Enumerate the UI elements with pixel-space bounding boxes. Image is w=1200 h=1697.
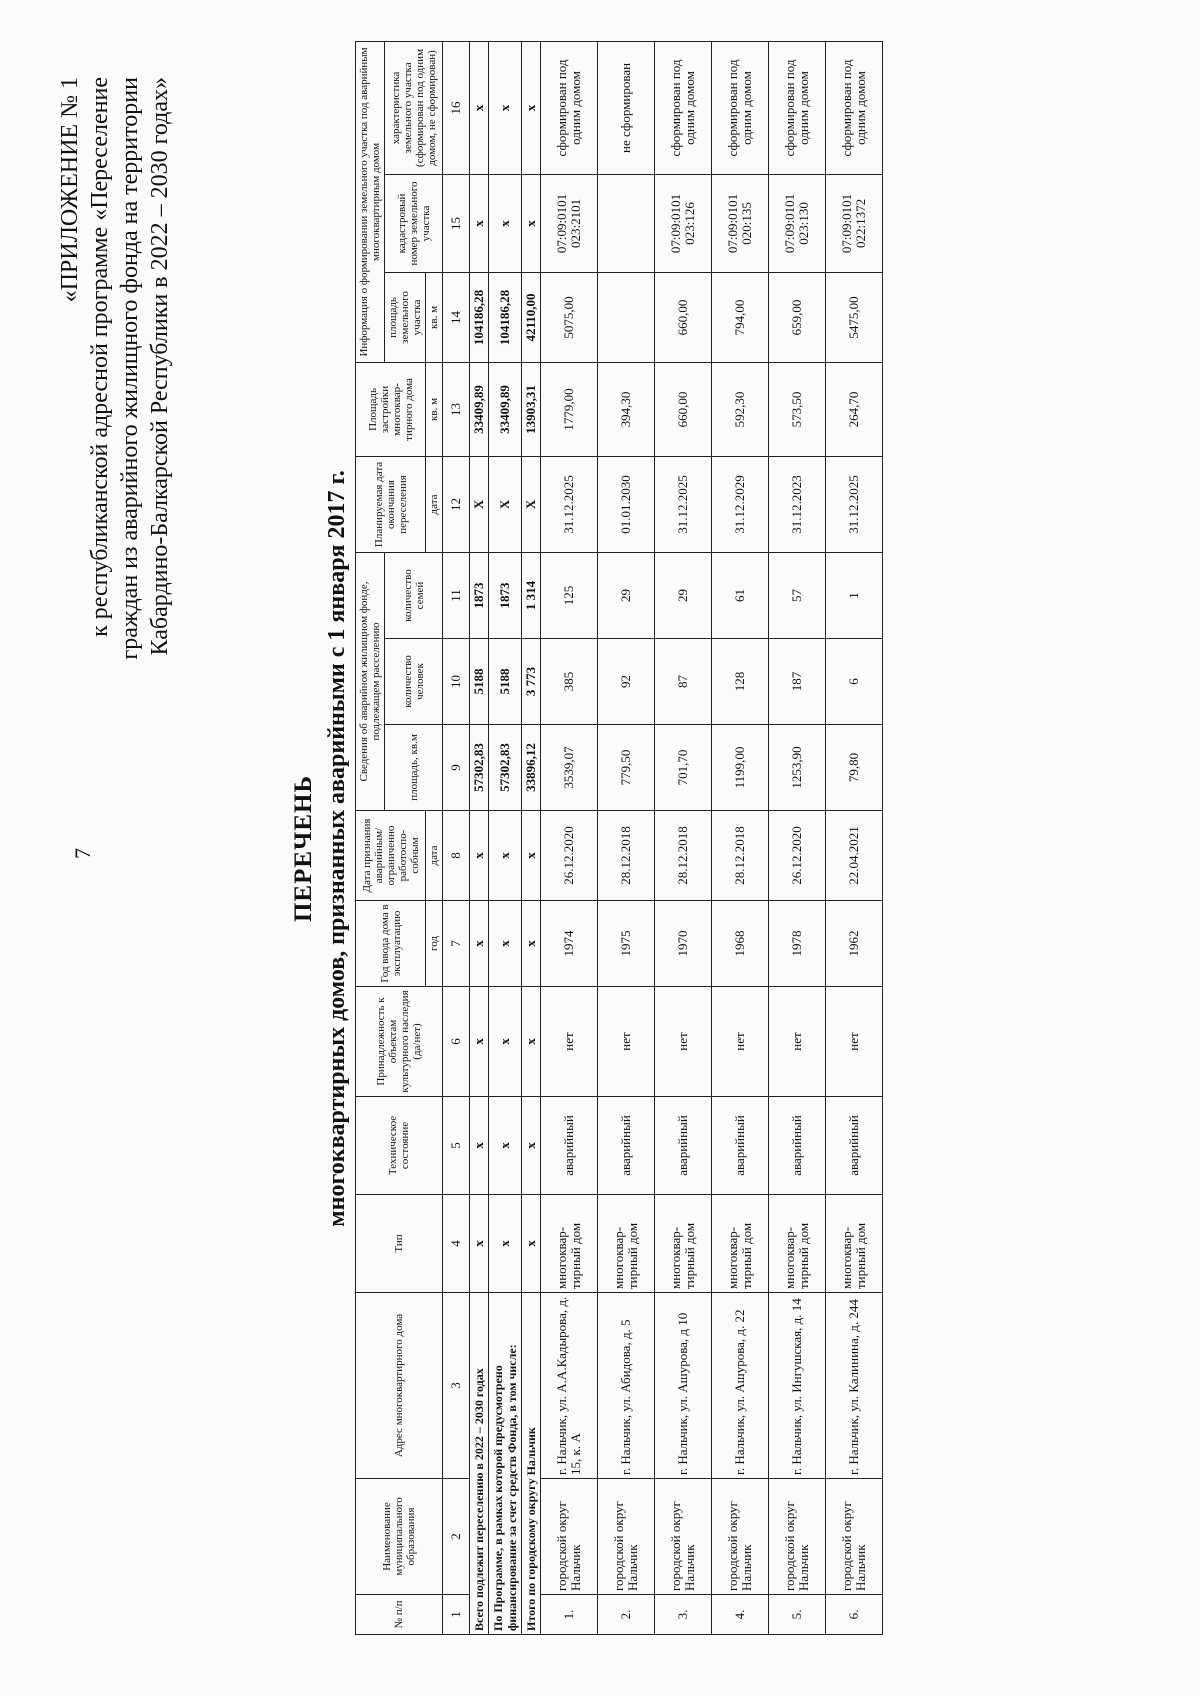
cell-families: 57	[769, 552, 826, 638]
cell-land-area: 660,00	[655, 272, 712, 362]
cell-year: 1970	[655, 901, 712, 987]
cell-recognized: 26.12.2020	[541, 811, 598, 901]
cell-built-area: 394,30	[598, 362, 655, 456]
cell-heritage: нет	[826, 987, 883, 1097]
header-planned: Планируемая дата окончания переселения	[356, 456, 426, 552]
cell-planned: 31.12.2025	[655, 456, 712, 552]
cell-families: 29	[598, 552, 655, 638]
cell-condition: аварийный	[826, 1097, 883, 1195]
cell-address: г. Нальчик, ул. А.А.Кадырова, д. 15, к. А	[541, 1293, 598, 1479]
summary-cell: х	[522, 1097, 541, 1195]
cell-area: 3539,07	[541, 725, 598, 811]
cell-condition: аварийный	[655, 1097, 712, 1195]
cell-heritage: нет	[712, 987, 769, 1097]
cell-built-area: 264,70	[826, 362, 883, 456]
cell-land-char: не сформирован	[598, 41, 655, 174]
cell-num: 5.	[769, 1595, 826, 1635]
document-title	[290, 0, 351, 1697]
cell-area: 1199,00	[712, 725, 769, 811]
cell-type: многоквар-тирный дом	[712, 1195, 769, 1293]
appendix-line-3: граждан из аварийного жилищного фонда на территории	[117, 77, 143, 660]
header-land-char: характеристика земельного участка (сформирован под одним домом, не сформирован)	[385, 41, 443, 174]
header-address: Адрес многоквартирного дома	[356, 1293, 443, 1479]
title-subtitle: многоквартирных домов, признанных аварийными с 1 января 2017 г.	[324, 470, 350, 1227]
appendix-line-1: «ПРИЛОЖЕНИЕ № 1	[57, 77, 83, 303]
cell-municipality: городской округ Нальчик	[598, 1479, 655, 1595]
summary-row	[522, 41, 541, 1634]
header-num: № п/п	[356, 1595, 443, 1635]
cell-address: г. Нальчик, ул. Ингушская, д. 14	[769, 1293, 826, 1479]
cell-year: 1968	[712, 901, 769, 987]
table-row	[598, 41, 655, 1634]
cell-land-area	[598, 272, 655, 362]
summary-cell: 57302,83	[470, 725, 489, 811]
summary-cell: 1 314	[522, 552, 541, 638]
title-main: ПЕРЕЧЕНЬ	[290, 774, 317, 923]
cell-municipality: городской округ Нальчик	[826, 1479, 883, 1595]
column-number: 12	[443, 456, 470, 552]
appendix-line-2: к республиканской адресной программе «Переселение	[87, 77, 113, 637]
column-number: 2	[443, 1479, 470, 1595]
cell-municipality: городской округ Нальчик	[712, 1479, 769, 1595]
summary-cell: х	[522, 174, 541, 272]
appendix-line-4: Кабардино-Балкарской Республики в 2022 – 2030 годах»	[147, 77, 173, 656]
summary-cell: Х	[489, 456, 522, 552]
summary-cell: х	[489, 987, 522, 1097]
column-number: 8	[443, 811, 470, 901]
table-row	[712, 41, 769, 1634]
cell-land-char: сформирован под одним домом	[655, 41, 712, 174]
column-number: 14	[443, 272, 470, 362]
summary-cell: х	[470, 41, 489, 174]
cell-address: г. Нальчик, ул. Абидова, д. 5	[598, 1293, 655, 1479]
cell-area: 701,70	[655, 725, 712, 811]
cell-people: 128	[712, 639, 769, 725]
cell-cadastral: 07:09:0101 022:1372	[826, 174, 883, 272]
summary-cell: Х	[470, 456, 489, 552]
header-municipality: Наименование муниципального образования	[356, 1479, 443, 1595]
cell-cadastral: 07:09:0101 023:130	[769, 174, 826, 272]
summary-cell: 33896,12	[522, 725, 541, 811]
header-land-area-sub: кв. м	[426, 272, 443, 362]
cell-built-area: 573,50	[769, 362, 826, 456]
summary-cell: 33409,89	[489, 362, 522, 456]
cell-built-area: 592,30	[712, 362, 769, 456]
column-number: 7	[443, 901, 470, 987]
cell-heritage: нет	[598, 987, 655, 1097]
header-planned-sub: дата	[426, 456, 443, 552]
cell-planned: 31.12.2023	[769, 456, 826, 552]
cell-recognized: 22.04.2021	[826, 811, 883, 901]
summary-cell: 13903,31	[522, 362, 541, 456]
summary-cell: х	[489, 1097, 522, 1195]
cell-cadastral: 07:09:0101 023:2101	[541, 174, 598, 272]
header-year-sub: год	[426, 901, 443, 987]
cell-recognized: 26.12.2020	[769, 811, 826, 901]
table-row	[769, 41, 826, 1634]
cell-recognized: 28.12.2018	[598, 811, 655, 901]
cell-type: многоквар-тирный дом	[655, 1195, 712, 1293]
summary-cell: х	[489, 41, 522, 174]
column-numbers-row	[443, 41, 470, 1634]
header-condition: Техническое состояние	[356, 1097, 443, 1195]
summary-cell: х	[470, 987, 489, 1097]
cell-recognized: 28.12.2018	[655, 811, 712, 901]
column-number: 13	[443, 362, 470, 456]
header-land: Информация о формировании земельного участка под аварийным многоквартирным домом	[356, 41, 385, 362]
cell-type: многоквар-тирный дом	[541, 1195, 598, 1293]
cell-type: многоквар-тирный дом	[769, 1195, 826, 1293]
cell-land-area: 5475,00	[826, 272, 883, 362]
summary-cell: 3 773	[522, 639, 541, 725]
cell-planned: 31.12.2025	[541, 456, 598, 552]
column-number: 6	[443, 987, 470, 1097]
cell-num: 2.	[598, 1595, 655, 1635]
cell-year: 1975	[598, 901, 655, 987]
column-number: 16	[443, 41, 470, 174]
cell-year: 1962	[826, 901, 883, 987]
cell-municipality: городской округ Нальчик	[655, 1479, 712, 1595]
cell-area: 1253,90	[769, 725, 826, 811]
summary-cell: х	[489, 174, 522, 272]
cell-families: 61	[712, 552, 769, 638]
header-fund-families: количество семей	[385, 552, 443, 638]
cell-recognized: 28.12.2018	[712, 811, 769, 901]
cell-municipality: городской округ Нальчик	[769, 1479, 826, 1595]
cell-condition: аварийный	[769, 1097, 826, 1195]
column-number: 10	[443, 639, 470, 725]
header-fund-people: количество человек	[385, 639, 443, 725]
summary-cell: 57302,83	[489, 725, 522, 811]
header-type: Тип	[356, 1195, 443, 1293]
column-number: 15	[443, 174, 470, 272]
cell-people: 87	[655, 639, 712, 725]
cell-families: 1	[826, 552, 883, 638]
cell-land-area: 5075,00	[541, 272, 598, 362]
summary-cell: х	[489, 1195, 522, 1293]
summary-cell: 104186,28	[470, 272, 489, 362]
summary-cell: 5188	[489, 639, 522, 725]
header-built-area: Площадь застройки многоквар-тирного дома	[356, 362, 426, 456]
summary-cell: х	[522, 901, 541, 987]
data-rows	[541, 41, 883, 1634]
cell-people: 6	[826, 639, 883, 725]
summary-row	[470, 41, 489, 1634]
cell-built-area: 1779,00	[541, 362, 598, 456]
summary-cell: 42110,00	[522, 272, 541, 362]
cell-cadastral: 07:09:0101 023:126	[655, 174, 712, 272]
cell-heritage: нет	[769, 987, 826, 1097]
table-row	[826, 41, 883, 1634]
cell-land-char: сформирован под одним домом	[712, 41, 769, 174]
summary-cell: х	[489, 901, 522, 987]
cell-land-area: 659,00	[769, 272, 826, 362]
cell-address: г. Нальчик, ул. Калинина, д. 244	[826, 1293, 883, 1479]
cell-year: 1978	[769, 901, 826, 987]
cell-people: 385	[541, 639, 598, 725]
cell-land-char: сформирован под одним домом	[826, 41, 883, 174]
column-number: 11	[443, 552, 470, 638]
cell-municipality: городской округ Нальчик	[541, 1479, 598, 1595]
cell-families: 125	[541, 552, 598, 638]
cell-families: 29	[655, 552, 712, 638]
summary-cell: 1873	[470, 552, 489, 638]
header-land-area: площадь земельного участка	[385, 272, 426, 362]
summary-cell: х	[470, 1097, 489, 1195]
cell-cadastral: 07:09:0101 020:135	[712, 174, 769, 272]
header-recognition-sub: дата	[426, 811, 443, 901]
cell-people: 187	[769, 639, 826, 725]
summary-label: По Программе, в рамках которой предусмотрено финансирование за счет средств Фонда, в том числе:	[489, 1293, 522, 1635]
cell-planned: 31.12.2025	[826, 456, 883, 552]
column-number: 4	[443, 1195, 470, 1293]
summary-cell: х	[489, 811, 522, 901]
summary-cell: х	[470, 811, 489, 901]
header-cadastral: кадастровый номер земельного участка	[385, 174, 443, 272]
summary-cell: 33409,89	[470, 362, 489, 456]
column-number: 3	[443, 1293, 470, 1479]
cell-cadastral	[598, 174, 655, 272]
cell-built-area: 660,00	[655, 362, 712, 456]
cell-land-char: сформирован под одним домом	[541, 41, 598, 174]
header-heritage: Принадлежность к объектам культурного наследия (да/нет)	[356, 987, 443, 1097]
cell-land-area: 794,00	[712, 272, 769, 362]
page-number: 7	[70, 848, 95, 859]
houses-table	[355, 41, 883, 1635]
header-fund-area: площадь, кв.м	[385, 725, 443, 811]
cell-address: г. Нальчик, ул. Ашурова, д. 22	[712, 1293, 769, 1479]
summary-cell: Х	[522, 456, 541, 552]
cell-num: 3.	[655, 1595, 712, 1635]
summary-label: Итого по городскому округу Нальчик	[522, 1293, 541, 1635]
summary-cell: х	[470, 174, 489, 272]
header-fund: Сведения об аварийном жилищном фонде, подлежащем расселению	[356, 552, 385, 810]
summary-cell: х	[522, 811, 541, 901]
header-built-area-sub: кв. м	[426, 362, 443, 456]
column-number: 5	[443, 1097, 470, 1195]
table-row	[541, 41, 598, 1634]
cell-type: многоквар-тирный дом	[826, 1195, 883, 1293]
cell-planned: 31.12.2029	[712, 456, 769, 552]
header-row-1	[356, 41, 385, 1634]
cell-land-char: сформирован под одним домом	[769, 41, 826, 174]
cell-planned: 01.01.2030	[598, 456, 655, 552]
cell-condition: аварийный	[541, 1097, 598, 1195]
summary-cell: х	[522, 41, 541, 174]
summary-rows	[470, 41, 541, 1634]
cell-address: г. Нальчик, ул. Ашурова, д 10	[655, 1293, 712, 1479]
cell-num: 1.	[541, 1595, 598, 1635]
summary-cell: х	[470, 901, 489, 987]
summary-cell: 5188	[470, 639, 489, 725]
column-number: 9	[443, 725, 470, 811]
summary-cell: 104186,28	[489, 272, 522, 362]
summary-label: Всего подлежит переселению в 2022 – 2030 годах	[470, 1293, 489, 1635]
summary-cell: х	[470, 1195, 489, 1293]
cell-people: 92	[598, 639, 655, 725]
cell-num: 4.	[712, 1595, 769, 1635]
cell-heritage: нет	[541, 987, 598, 1097]
summary-cell: х	[522, 1195, 541, 1293]
cell-num: 6.	[826, 1595, 883, 1635]
cell-heritage: нет	[655, 987, 712, 1097]
table-row	[655, 41, 712, 1634]
header-year: Год ввода дома в эксплуатацию	[356, 901, 426, 987]
cell-condition: аварийный	[598, 1097, 655, 1195]
cell-condition: аварийный	[712, 1097, 769, 1195]
header-recognition: Дата признания аварийным/ ограниченно работоспо-собным	[356, 811, 426, 901]
cell-year: 1974	[541, 901, 598, 987]
appendix-header	[55, 77, 175, 1697]
summary-row	[489, 41, 522, 1634]
column-number: 1	[443, 1595, 470, 1635]
cell-area: 779,50	[598, 725, 655, 811]
summary-cell: 1873	[489, 552, 522, 638]
cell-type: многоквар-тирный дом	[598, 1195, 655, 1293]
cell-area: 79,80	[826, 725, 883, 811]
summary-cell: х	[522, 987, 541, 1097]
